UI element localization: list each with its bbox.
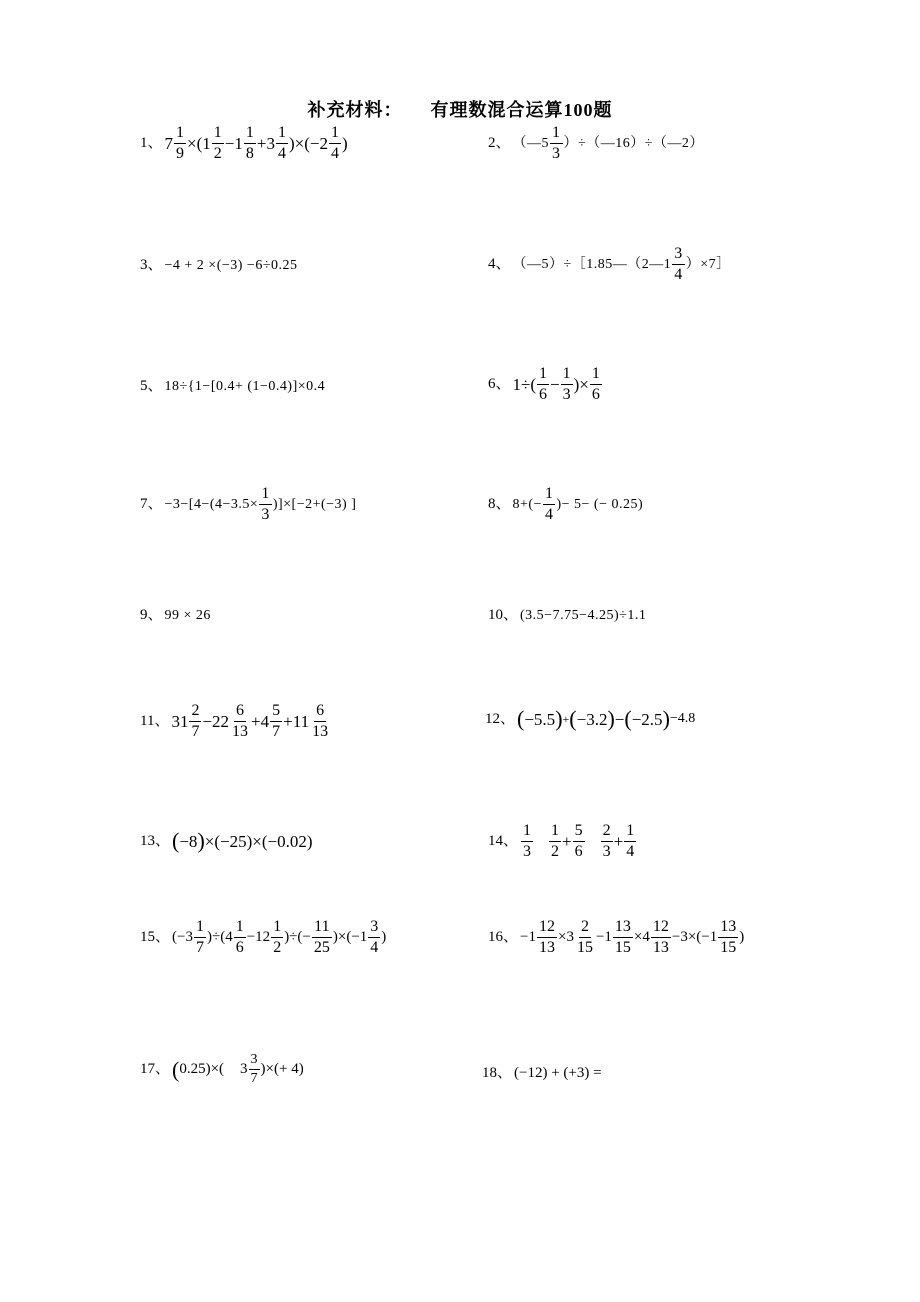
- term: )×: [260, 1061, 275, 1078]
- fraction: 1 6: [235, 918, 244, 957]
- problem-14: [488, 822, 637, 862]
- term: +: [562, 712, 570, 726]
- problem-1: [140, 124, 348, 164]
- fraction: $\frac{1}{4}$: [544, 485, 554, 524]
- problem-2: [488, 124, 704, 164]
- expression: [517, 708, 695, 730]
- problem-number: 4、: [488, 256, 511, 273]
- term: ): [381, 929, 387, 946]
- expression: (−12) + (+3) =: [514, 1065, 602, 1081]
- problem-number: 2、: [488, 135, 511, 152]
- fraction: 1 3: [552, 124, 561, 163]
- expression: 99 × 26: [164, 607, 211, 623]
- term: −3−[4−(4−3.5×: [164, 496, 259, 512]
- problem-15: [140, 918, 386, 958]
- fraction: 1 2: [551, 822, 560, 861]
- expression: [172, 1052, 304, 1087]
- problem-number: 6、: [488, 376, 511, 393]
- expression: −4 + 2 ×(−3) −6÷0.25: [164, 257, 298, 273]
- term: 8+(−: [512, 496, 542, 512]
- paren: ): [662, 706, 670, 731]
- fraction: 1 2: [273, 918, 282, 957]
- paren: ): [607, 706, 615, 731]
- term: （—5）÷［1.85—（2—1: [512, 256, 672, 272]
- term: +3: [256, 134, 275, 154]
- term: −12: [246, 929, 271, 946]
- fraction: $\frac{1}{4}$: [626, 822, 635, 861]
- fraction: 2 7: [191, 702, 200, 741]
- problem-number: 7、: [140, 496, 163, 513]
- problem-11: [140, 702, 331, 742]
- problem-number: 9、: [140, 607, 163, 623]
- expression: 18÷{1−[0.4+ (1−0.4)]×0.4: [164, 378, 326, 394]
- term: −3.2: [576, 709, 608, 729]
- fraction: 6 13: [232, 702, 249, 741]
- paren: (: [172, 828, 180, 853]
- term: (−3: [172, 929, 193, 946]
- fraction: 1 3: [523, 822, 532, 861]
- term: ): [739, 929, 745, 946]
- term: +: [562, 832, 572, 852]
- problem-4: [488, 245, 731, 285]
- expression: [520, 822, 637, 862]
- paren: (: [517, 706, 525, 731]
- fraction: 3 4: [674, 245, 683, 284]
- problem-7: [140, 485, 356, 525]
- paren: ): [197, 828, 205, 853]
- term: −3×(−1: [671, 929, 718, 946]
- term: −1: [595, 929, 612, 946]
- term: −22: [202, 712, 230, 732]
- problem-12: [485, 708, 695, 730]
- problem-number: 13、: [140, 832, 171, 849]
- fraction: 2 15: [576, 918, 593, 957]
- problem-number: 11、: [140, 713, 170, 730]
- problem-16: [488, 918, 744, 958]
- problem-number: 16、: [488, 929, 519, 946]
- term: ): [341, 134, 348, 154]
- term: )×(−1: [332, 929, 368, 946]
- page-title: [0, 96, 920, 122]
- fraction: $\frac{12}{13}$: [538, 918, 555, 957]
- expression: [513, 365, 603, 405]
- term: )÷(−: [284, 929, 311, 946]
- fraction: 1 7: [195, 918, 204, 957]
- expression: [172, 918, 386, 958]
- expression: [171, 702, 331, 742]
- expression: [172, 830, 313, 852]
- fraction: $\frac{13}{15}$: [614, 918, 631, 957]
- expression: [165, 124, 348, 164]
- term: ）÷（—16）÷（—2）: [563, 135, 704, 151]
- term: −5.5: [524, 709, 556, 729]
- expression: [165, 485, 357, 525]
- title-left: 补充材料：: [307, 100, 403, 120]
- term: −8: [179, 831, 198, 851]
- term: ×(−25)×(−0.02): [204, 831, 313, 851]
- expression: [513, 485, 644, 525]
- problem-number: 15、: [140, 929, 171, 946]
- term: 0.25)×(: [179, 1061, 225, 1078]
- term: −: [614, 709, 625, 729]
- problem-number: 3、: [140, 257, 163, 273]
- paren: ): [555, 706, 563, 731]
- fraction: $\frac{1}{3}$: [261, 485, 270, 524]
- expression: [513, 245, 731, 285]
- fraction: $\frac{1}{3}$: [562, 365, 571, 404]
- term: 7: [164, 134, 174, 154]
- problem-17: [140, 1052, 304, 1087]
- problem-5: [140, 379, 325, 394]
- term: 3: [240, 1061, 248, 1078]
- problem-8: [488, 485, 643, 525]
- problem-number: 14、: [488, 833, 519, 850]
- term: −2.5: [631, 709, 663, 729]
- term: ×4: [633, 929, 650, 946]
- problem-6: [488, 365, 603, 405]
- paren: (: [172, 1056, 180, 1082]
- term: ）×7］: [685, 256, 731, 272]
- fraction: 1 6: [539, 365, 548, 404]
- term: (+ 4): [274, 1061, 304, 1078]
- expression: [513, 124, 704, 164]
- fraction: 13 15: [720, 918, 737, 957]
- problem-number: 1、: [140, 135, 163, 152]
- fraction: 1 2: [213, 124, 222, 163]
- problem-number: 10、: [488, 607, 519, 623]
- expression: (3.5−7.75−4.25)÷1.1: [520, 607, 647, 623]
- problem-number: 17、: [140, 1061, 171, 1078]
- problem-number: 18、: [482, 1065, 513, 1081]
- fraction: $\frac{1}{9}$: [176, 124, 185, 163]
- fraction: $\frac{5}{6}$: [574, 822, 583, 861]
- fraction: $\frac{11}{25}$: [313, 918, 330, 957]
- fraction: 1 4: [277, 124, 286, 163]
- fraction: 1 8: [245, 124, 254, 163]
- term: )− 5− (− 0.25): [556, 496, 644, 512]
- expression: [520, 918, 744, 958]
- term: )]×[−2+(−3) ]: [272, 496, 357, 512]
- fraction: 6 13: [312, 702, 329, 741]
- problem-9: [140, 608, 211, 623]
- term: +11: [283, 712, 310, 732]
- term: +: [613, 832, 624, 852]
- term: )×: [573, 375, 589, 395]
- term: −: [550, 375, 560, 395]
- title-right: 有理数混合运算100题: [430, 100, 613, 120]
- fraction: 3 7: [250, 1052, 258, 1087]
- fraction: 5 7: [272, 702, 281, 741]
- term: ×(1: [187, 134, 211, 154]
- problem-13: [140, 830, 313, 852]
- term: 1÷(: [512, 375, 537, 395]
- term: −4.8: [669, 711, 696, 726]
- term: −1: [224, 134, 243, 154]
- term: ×3: [557, 929, 574, 946]
- fraction: 1 4: [330, 124, 339, 163]
- problem-number: 12、: [485, 710, 516, 727]
- fraction: 12 13: [652, 918, 669, 957]
- fraction: $\frac{1}{6}$: [591, 365, 600, 404]
- problem-3: [140, 258, 298, 273]
- problem-18: [482, 1066, 602, 1081]
- term: )×(−2: [288, 134, 328, 154]
- problem-number: 8、: [488, 496, 511, 513]
- term: （—5: [512, 135, 550, 151]
- paren: (: [569, 706, 577, 731]
- term: −1: [520, 929, 536, 946]
- fraction: 2 3: [602, 822, 611, 861]
- problem-number: 5、: [140, 378, 163, 394]
- fraction: 3 4: [370, 918, 379, 957]
- term: +4: [251, 712, 270, 732]
- term: )÷(4: [206, 929, 233, 946]
- paren: (: [624, 706, 632, 731]
- term: 31: [171, 712, 189, 732]
- problem-10: [488, 608, 646, 623]
